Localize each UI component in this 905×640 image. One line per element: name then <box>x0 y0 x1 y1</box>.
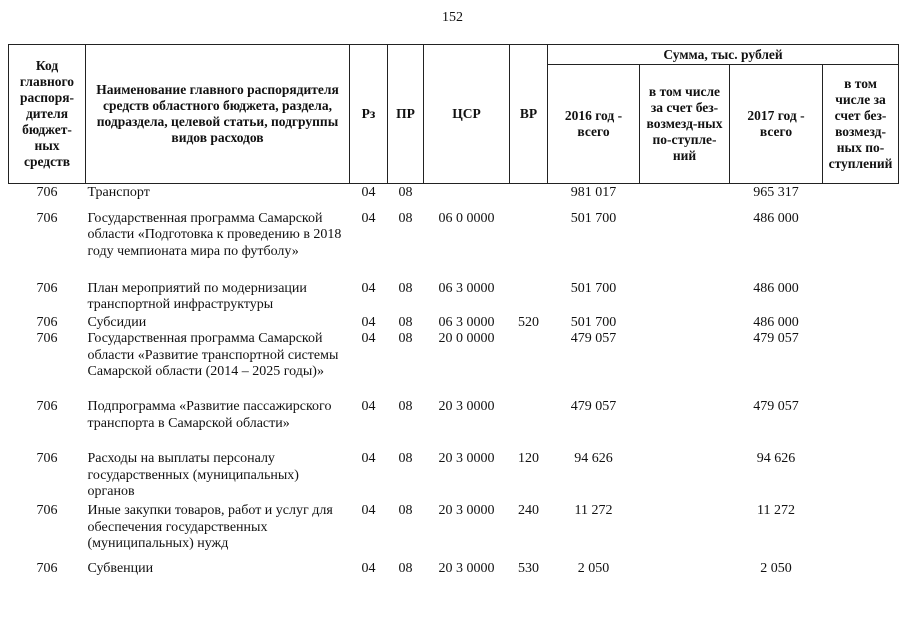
table-header <box>9 45 899 184</box>
table-body <box>9 184 899 580</box>
header-vr: ВР <box>510 45 548 184</box>
header-sum: Сумма, тыс. рублей <box>548 45 899 65</box>
row-name: Подпрограмма «Развитие пассажирского транспорта в Самарской области» <box>87 399 332 431</box>
row-pr: 08 <box>398 399 413 414</box>
row-2016-free <box>640 331 730 399</box>
row-pr: 08 <box>398 451 413 466</box>
budget-table <box>8 44 899 579</box>
row-vr: 520 <box>518 314 539 330</box>
row-rz: 04 <box>361 185 376 200</box>
row-name: Расходы на выплаты персоналу государственных (муниципальных) органов <box>87 451 299 499</box>
header-2016-total: 2016 год - всего <box>548 65 640 184</box>
row-csr: 20 3 0000 <box>438 451 495 466</box>
row-vr: 120 <box>518 451 539 466</box>
row-2016-free <box>640 399 730 451</box>
row-2016-total: 479 057 <box>570 331 617 346</box>
row-rz: 04 <box>361 210 376 226</box>
table-row <box>9 399 899 451</box>
row-2017-free <box>823 315 899 332</box>
row-name: Транспорт <box>87 185 150 200</box>
row-code: 706 <box>36 210 58 226</box>
row-rz: 04 <box>361 331 376 346</box>
row-2017-free <box>823 184 899 211</box>
header-csr: ЦСР <box>424 45 510 184</box>
row-name: Государственная программа Самарской области «Подготовка к проведению в 2018 году чемпионата мира по футболу» <box>87 210 342 259</box>
row-pr: 08 <box>398 280 413 296</box>
row-code: 706 <box>36 280 58 296</box>
row-name: Государственная программа Самарской области «Развитие транспортной системы Самарской области (2014 – 2025 годы)» <box>87 331 339 379</box>
row-2017-total: 94 626 <box>756 451 796 466</box>
row-vr: 240 <box>518 503 539 518</box>
table-row <box>9 184 899 211</box>
row-code: 706 <box>36 399 58 414</box>
row-vr: 530 <box>518 561 539 576</box>
row-csr: 20 3 0000 <box>438 399 495 414</box>
row-csr: 20 3 0000 <box>438 503 495 518</box>
table-row <box>9 561 899 579</box>
row-2016-total: 501 700 <box>570 210 617 226</box>
row-code: 706 <box>36 314 58 330</box>
row-name: План мероприятий по модернизации транспортной инфраструктуры <box>87 280 307 312</box>
row-2016-total: 11 272 <box>574 503 613 518</box>
row-pr: 08 <box>398 210 413 226</box>
header-code: Код главного распоря-дителя бюджет-ных средств <box>9 45 86 184</box>
header-2017-total: 2017 год - всего <box>730 65 823 184</box>
row-csr: 20 0 0000 <box>438 331 495 346</box>
row-2017-total: 2 050 <box>760 561 792 576</box>
row-2016-total: 501 700 <box>570 280 617 296</box>
header-2016-free: в том числе за счет без-возмезд-ных по-ступле-ний <box>640 65 730 184</box>
row-vr <box>510 399 548 451</box>
row-csr: 06 0 0000 <box>438 210 495 226</box>
row-2017-free <box>823 211 899 281</box>
row-code: 706 <box>36 331 58 346</box>
row-2017-free <box>823 331 899 399</box>
header-2017-free: в том числе за счет без-возмезд-ных по-ступлений <box>823 65 899 184</box>
row-name: Иные закупки товаров, работ и услуг для обеспечения государственных (муниципальных) нужд <box>87 503 333 551</box>
row-csr <box>424 184 510 211</box>
row-pr: 08 <box>398 561 413 576</box>
row-2017-free <box>823 503 899 561</box>
row-pr: 08 <box>398 314 413 330</box>
row-2016-free <box>640 281 730 315</box>
table-row <box>9 503 899 561</box>
row-rz: 04 <box>361 399 376 414</box>
row-2016-free <box>640 561 730 579</box>
row-2017-free <box>823 281 899 315</box>
row-2017-total: 965 317 <box>753 185 799 200</box>
header-rz: Рз <box>350 45 388 184</box>
table-row <box>9 451 899 503</box>
row-code: 706 <box>36 561 58 576</box>
page-number: 152 <box>442 10 463 25</box>
header-name: Наименование главного распорядителя средств областного бюджета, раздела, подраздела, целевой статьи, подгруппы видов расходов <box>86 45 350 184</box>
row-csr: 06 3 0000 <box>438 280 495 296</box>
row-csr: 06 3 0000 <box>438 314 495 330</box>
row-2016-free <box>640 184 730 211</box>
row-rz: 04 <box>361 561 376 576</box>
row-2017-free <box>823 451 899 503</box>
row-rz: 04 <box>361 503 376 518</box>
row-name: Субвенции <box>87 561 154 576</box>
row-rz: 04 <box>361 280 376 296</box>
table-row <box>9 315 899 332</box>
row-code: 706 <box>36 503 58 518</box>
row-pr: 08 <box>398 185 413 200</box>
row-pr: 08 <box>398 331 413 346</box>
row-2017-free <box>823 561 899 579</box>
row-2017-total: 479 057 <box>753 399 799 414</box>
table-row <box>9 211 899 281</box>
row-code: 706 <box>36 451 58 466</box>
row-2016-free <box>640 451 730 503</box>
row-2016-total: 501 700 <box>570 314 617 330</box>
row-2016-total: 479 057 <box>570 399 617 414</box>
row-2017-total: 479 057 <box>753 331 799 346</box>
row-rz: 04 <box>361 451 376 466</box>
row-2017-total: 486 000 <box>753 210 799 226</box>
header-pr: ПР <box>388 45 424 184</box>
row-2016-total: 94 626 <box>574 451 613 466</box>
row-2016-free <box>640 211 730 281</box>
row-csr: 20 3 0000 <box>438 561 495 576</box>
row-code: 706 <box>36 185 58 200</box>
row-2017-total: 486 000 <box>753 314 799 330</box>
row-2017-total: 486 000 <box>753 280 799 296</box>
row-2016-total: 2 050 <box>577 561 610 576</box>
row-pr: 08 <box>398 503 413 518</box>
row-vr <box>510 211 548 281</box>
row-rz: 04 <box>361 314 376 330</box>
row-2016-free <box>640 315 730 332</box>
row-2016-total: 981 017 <box>570 185 617 200</box>
table-row <box>9 331 899 399</box>
row-name: Субсидии <box>87 314 147 330</box>
row-2017-free <box>823 399 899 451</box>
row-2017-total: 11 272 <box>757 503 795 518</box>
row-vr <box>510 331 548 399</box>
row-vr <box>510 184 548 211</box>
row-vr <box>510 281 548 315</box>
table-row <box>9 281 899 315</box>
row-2016-free <box>640 503 730 561</box>
